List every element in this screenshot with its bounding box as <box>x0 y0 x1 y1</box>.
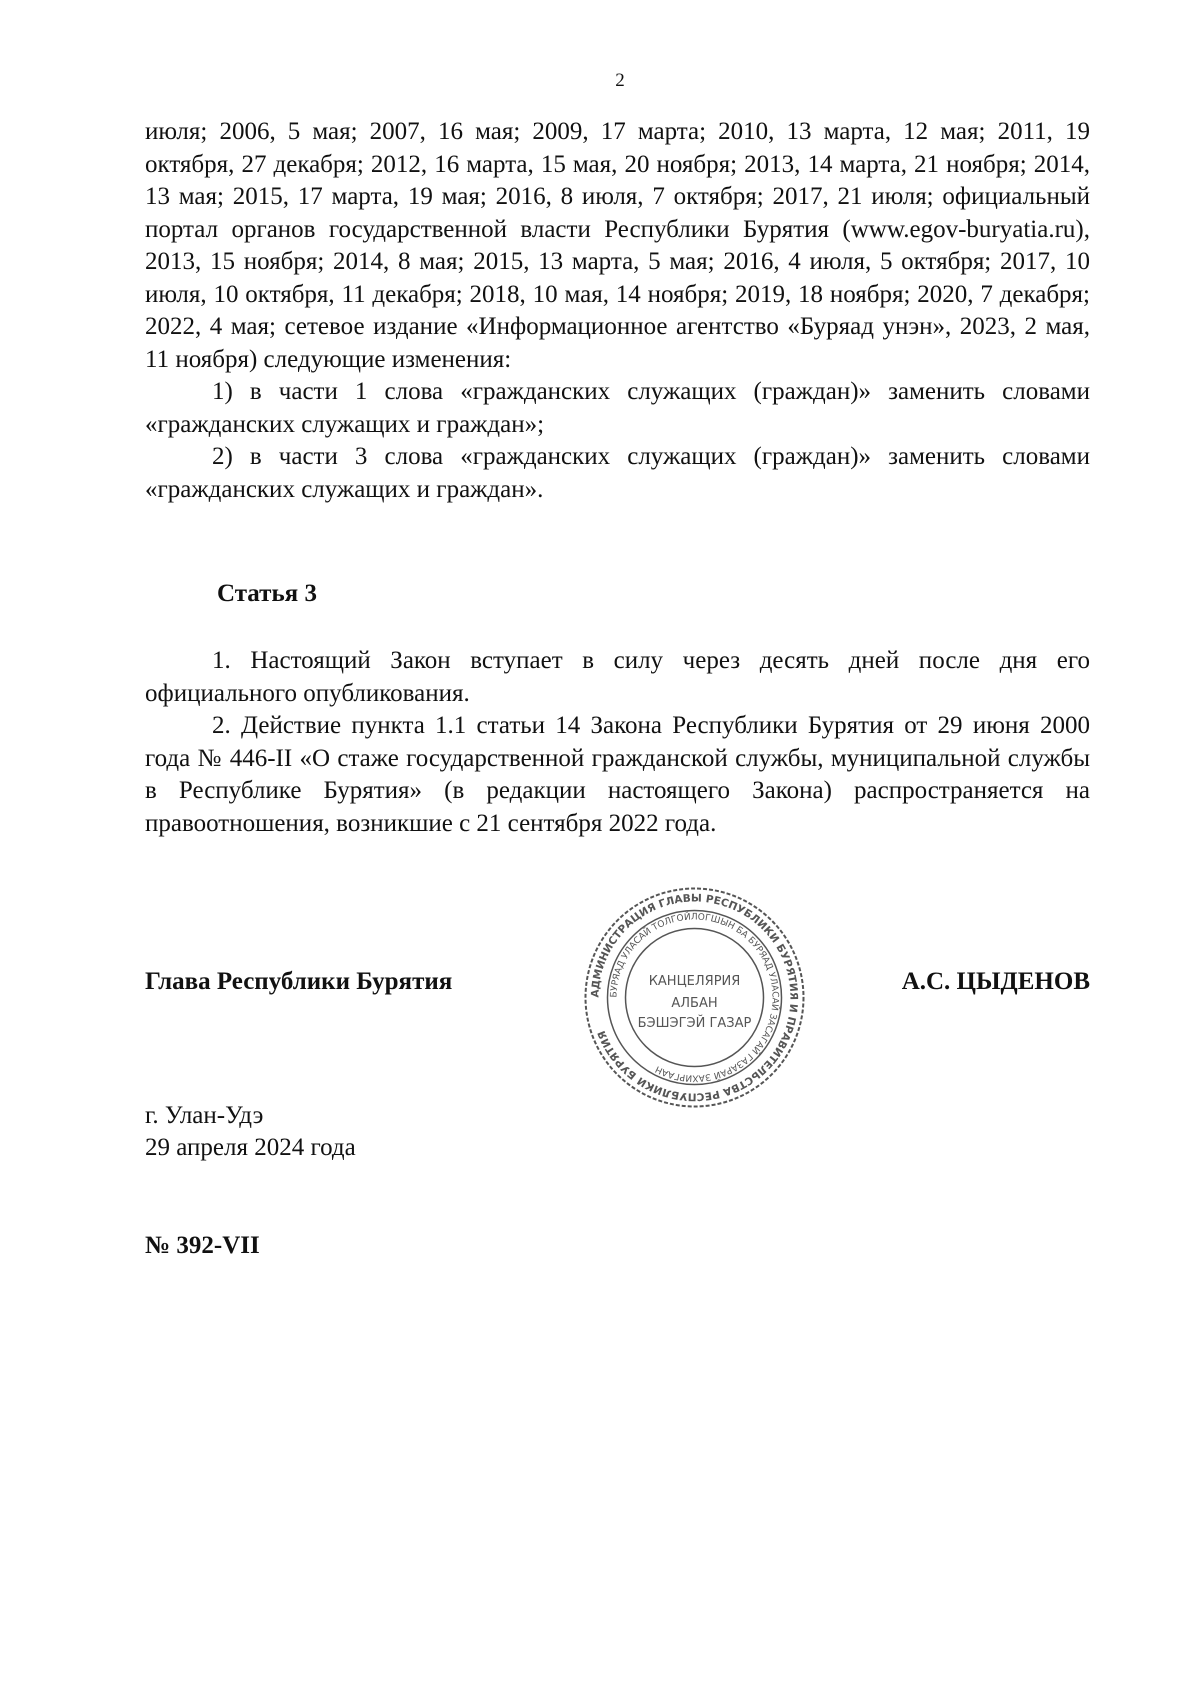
signatory-title: Глава Республики Бурятия <box>145 968 453 995</box>
article-3-paragraph-1: 1. Настоящий Закон вступает в силу через десять дней после дня его официального опубликования. <box>145 647 1090 707</box>
amendments-section <box>145 116 1090 506</box>
seal-center-line-2: АЛБАН <box>671 996 718 1011</box>
article-3-body <box>145 645 1090 840</box>
page-number: 2 <box>615 70 625 91</box>
seal-outer-text: АДМИНИСТРАЦИЯ ГЛАВЫ РЕСПУБЛИКИ БУРЯТИЯ И ПРАВИТЕЛЬСТВА РЕСПУБЛИКИ БУРЯТИЯ <box>589 892 800 1103</box>
official-seal-stamp <box>582 885 807 1110</box>
article-3-paragraph-2: 2. Действие пункта 1.1 статьи 14 Закона Республики Бурятия от 29 июня 2000 года № 446-II «О стаже государственной гражданской службы, муниципальной службы в Республике Бурятия» (в редакции настоящего Закона) распространяется на правоотношения, возникшие с 21 сентября 2022 года. <box>145 712 1090 837</box>
signing-date: 29 апреля 2024 года <box>145 1134 356 1161</box>
law-number: № 392-VII <box>145 1232 260 1259</box>
amendments-paragraph: июля; 2006, 5 мая; 2007, 16 мая; 2009, 17 марта; 2010, 13 марта, 12 мая; 2011, 19 октября, 27 декабря; 2012, 16 марта, 15 мая, 20 ноября; 2013, 14 марта, 21 ноября; 2014, 13 мая; 2015, 17 марта, 19 мая; 2016, 8 июля, 7 октября; 2017, 21 июля; официальный портал органов государственной власти Республики Бурятия (www.egov-buryatia.ru), 2013, 15 ноября; 2014, 8 мая; 2015, 13 марта, 5 мая; 2016, 4 июля, 5 октября; 2017, 10 июля, 10 октября, 11 декабря; 2018, 10 мая, 14 ноября; 2019, 18 ноября; 2020, 7 декабря; 2022, 4 мая; сетевое издание «Информационное агентство «Буряад унэн», 2023, 2 мая, 11 ноября) следующие изменения: <box>145 118 1090 373</box>
place-and-date <box>145 1100 356 1164</box>
amendment-item-1: 1) в части 1 слова «гражданских служащих (граждан)» заменить словами «гражданских служащих и граждан»; <box>145 378 1090 438</box>
article-3-title: Статья 3 <box>217 580 317 607</box>
seal-center-line-1: КАНЦЕЛЯРИЯ <box>648 974 741 989</box>
signing-place: г. Улан-Удэ <box>145 1102 264 1129</box>
seal-inner-text: БУРЯАД УЛАСАЙ ТОЛГОЙЛОГШЫН БА БУРЯАД УЛАСАЙ ЗАСАГАЙ ГАЗАРАЙ ЗАХИРГААН <box>609 912 780 1083</box>
amendment-item-2: 2) в части 3 слова «гражданских служащих (граждан)» заменить словами «гражданских служащих и граждан». <box>145 443 1090 503</box>
signatory-name: А.С. ЦЫДЕНОВ <box>901 968 1090 995</box>
seal-center-line-3: БЭШЭГЭЙ ГАЗАР <box>637 1016 752 1031</box>
